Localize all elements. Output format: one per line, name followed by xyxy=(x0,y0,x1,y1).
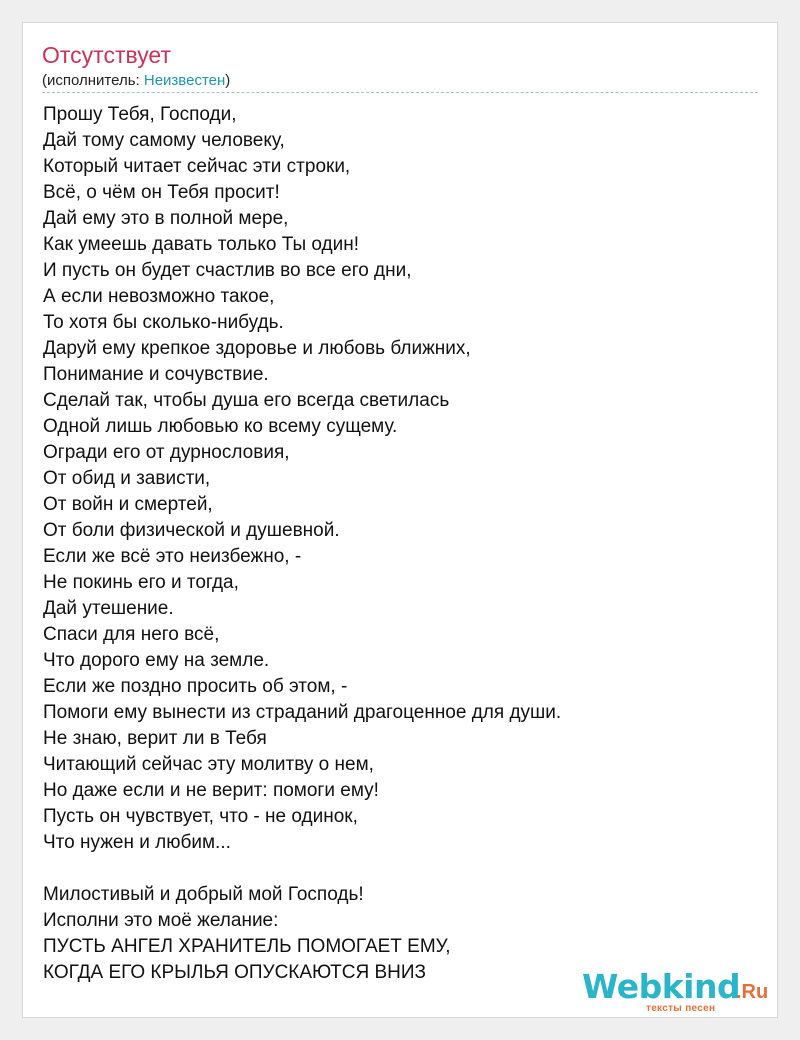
lyric-line: Огради его от дурнословия, xyxy=(43,442,290,463)
lyric-line: Дай утешение. xyxy=(43,598,174,619)
lyric-line: От обид и зависти, xyxy=(43,468,211,489)
lyric-line: Всё, о чём он Тебя просит! xyxy=(43,182,280,203)
lyric-line: Который читает сейчас эти строки, xyxy=(43,156,351,177)
lyrics-text xyxy=(43,102,743,986)
logo-tagline: тексты песен xyxy=(646,1003,716,1014)
lyric-line: А если невозможно такое, xyxy=(43,286,275,307)
lyric-line: Читающий сейчас эту молитву о нем, xyxy=(43,754,374,775)
lyric-line: От боли физической и душевной. xyxy=(43,520,340,541)
lyric-line: Милостивый и добрый мой Господь! xyxy=(43,884,364,905)
lyric-line: Если же всё это неизбежно, - xyxy=(43,546,302,567)
lyric-line: Если же поздно просить об этом, - xyxy=(43,676,348,697)
lyric-line: Даруй ему крепкое здоровье и любовь ближних, xyxy=(43,338,471,359)
lyric-line: Но даже если и не верит: помоги ему! xyxy=(43,780,379,801)
lyric-line: И пусть он будет счастлив во все его дни, xyxy=(43,260,412,281)
lyric-line: Исполни это моё желание: xyxy=(43,910,279,931)
lyric-line: Что нужен и любим... xyxy=(43,832,231,853)
lyric-line: Сделай так, чтобы душа его всегда светилась xyxy=(43,390,450,411)
artist-link[interactable]: Неизвестен xyxy=(143,72,226,89)
artist-line xyxy=(42,72,230,90)
artist-prefix: (исполнитель: xyxy=(42,72,144,89)
song-title: Отсутствует xyxy=(42,42,171,68)
lyric-line: Дай тому самому человеку, xyxy=(43,130,285,151)
lyric-line: ПУСТЬ АНГЕЛ ХРАНИТЕЛЬ ПОМОГАЕТ ЕМУ, xyxy=(43,936,451,957)
lyric-line: Понимание и сочувствие. xyxy=(43,364,269,385)
artist-suffix: ) xyxy=(225,72,231,89)
lyric-line: Прошу Тебя, Господи, xyxy=(43,104,237,125)
logo-wordmark: Webkind xyxy=(582,967,741,1006)
lyric-line: Спаси для него всё, xyxy=(43,624,220,645)
lyric-line: Пусть он чувствует, что - не одинок, xyxy=(43,806,358,827)
lyric-line: Одной лишь любовью ко всему сущему. xyxy=(43,416,398,437)
lyric-line: Как умеешь давать только Ты один! xyxy=(43,234,360,255)
stanza-break xyxy=(43,856,743,882)
lyric-line: То хотя бы сколько-нибудь. xyxy=(43,312,284,333)
dashed-separator xyxy=(42,92,758,93)
lyric-line: Не знаю, верит ли в Тебя xyxy=(43,728,267,749)
lyric-line: Что дорого ему на земле. xyxy=(43,650,270,671)
lyric-line: Дай ему это в полной мере, xyxy=(43,208,289,229)
lyric-line: Помоги ему вынести из страданий драгоценное для души. xyxy=(43,702,562,723)
lyric-line: КОГДА ЕГО КРЫЛЬЯ ОПУСКАЮТСЯ ВНИЗ xyxy=(43,962,427,983)
lyric-line: От войн и смертей, xyxy=(43,494,213,515)
logo-domain: .Ru xyxy=(736,981,769,1003)
webkind-logo[interactable] xyxy=(582,967,782,1020)
lyric-line: Не покинь его и тогда, xyxy=(43,572,239,593)
